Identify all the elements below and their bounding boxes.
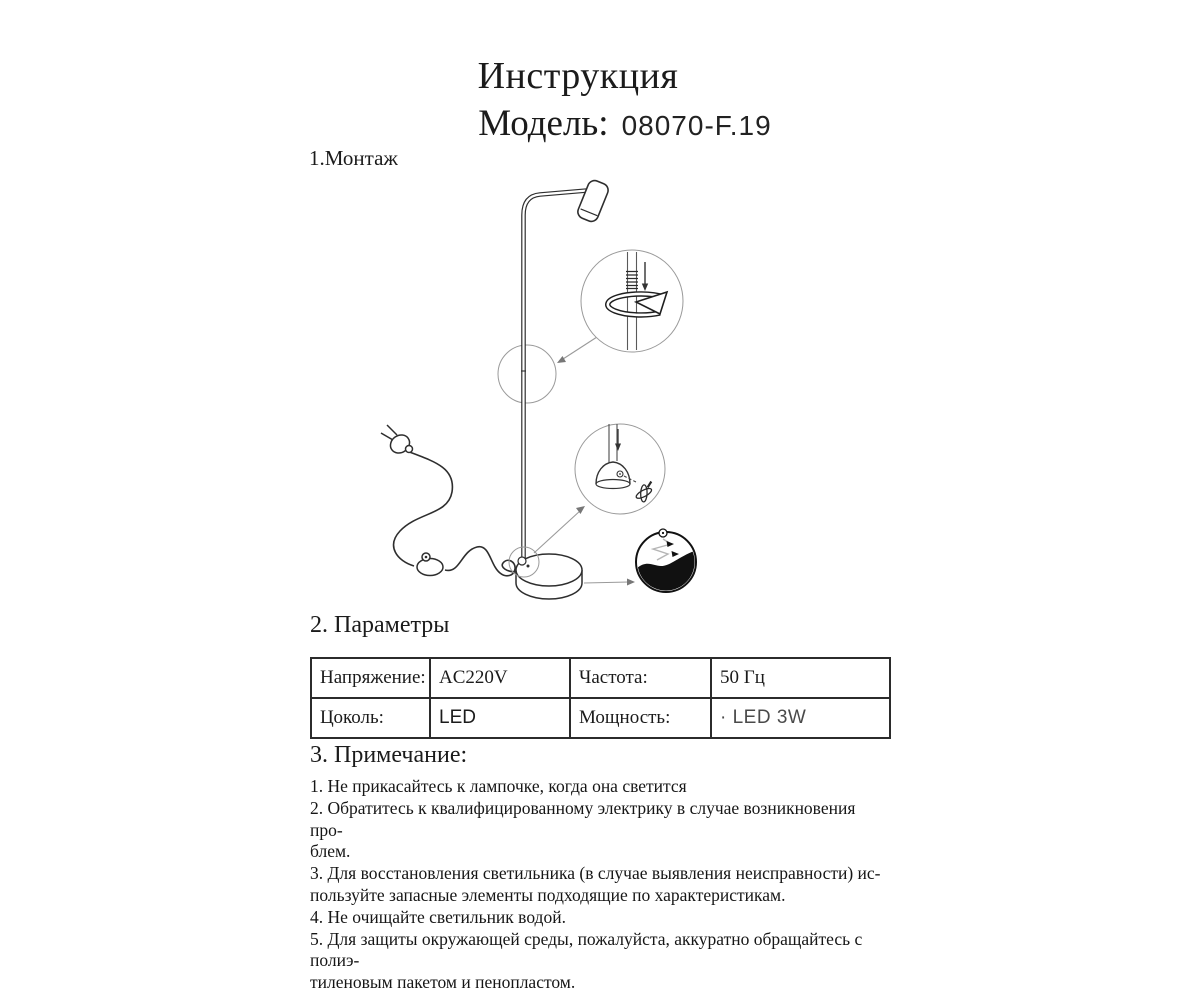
param-value-voltage: AC220V [430, 658, 570, 698]
model-label: Модель: [478, 103, 609, 144]
callout-base-screw [575, 424, 665, 514]
param-label-power: Мощность: [570, 698, 711, 738]
note-line: пользуйте запасные элементы подходящие по характеристикам. [310, 884, 786, 905]
lamp-head [576, 179, 610, 224]
callout-rotate-pole [581, 250, 683, 352]
param-label-frequency: Частота: [570, 658, 711, 698]
page-title: Инструкция [477, 55, 679, 97]
power-plug [381, 425, 413, 457]
table-row-socket-power [311, 698, 890, 738]
section-heading-montage: 1.Монтаж [309, 146, 398, 170]
param-label-voltage: Напряжение: [311, 658, 430, 698]
note-line: 4. Не очищайте светильник водой. [310, 906, 566, 927]
parameters-table [310, 657, 891, 739]
note-line: 3. Для восстановления светильника (в случае выявления неисправности) ис- [310, 863, 881, 884]
note-line: 5. Для защиты окружающей среды, пожалуйста, аккуратно обращайтесь с полиэ- [310, 928, 863, 971]
param-value-frequency: 50 Гц [711, 658, 890, 698]
power-cord [394, 450, 517, 576]
param-label-socket: Цоколь: [311, 698, 430, 738]
note-line: 2. Обратитесь к квалифицированному электрику в случае возникновения про- [310, 797, 856, 840]
section-heading-notes: 3. Примечание: [310, 742, 468, 768]
note-line: тиленовым пакетом и пенопластом. [310, 972, 576, 993]
model-number: 08070-F.19 [621, 110, 772, 141]
param-value-power: · LED 3W [711, 698, 890, 738]
callout-base-cable [635, 529, 697, 594]
table-row-voltage-frequency [311, 658, 890, 698]
section-heading-params: 2. Параметры [310, 612, 450, 638]
param-value-socket: LED [430, 698, 570, 738]
lamp-pole [521, 191, 587, 563]
pole-joint-callout-circle [498, 345, 556, 403]
foot-switch [417, 553, 443, 576]
note-line: блем. [310, 841, 351, 862]
note-line: 1. Не прикасайтесь к лампочке, когда она светится [310, 776, 687, 796]
notes-list [310, 776, 890, 994]
